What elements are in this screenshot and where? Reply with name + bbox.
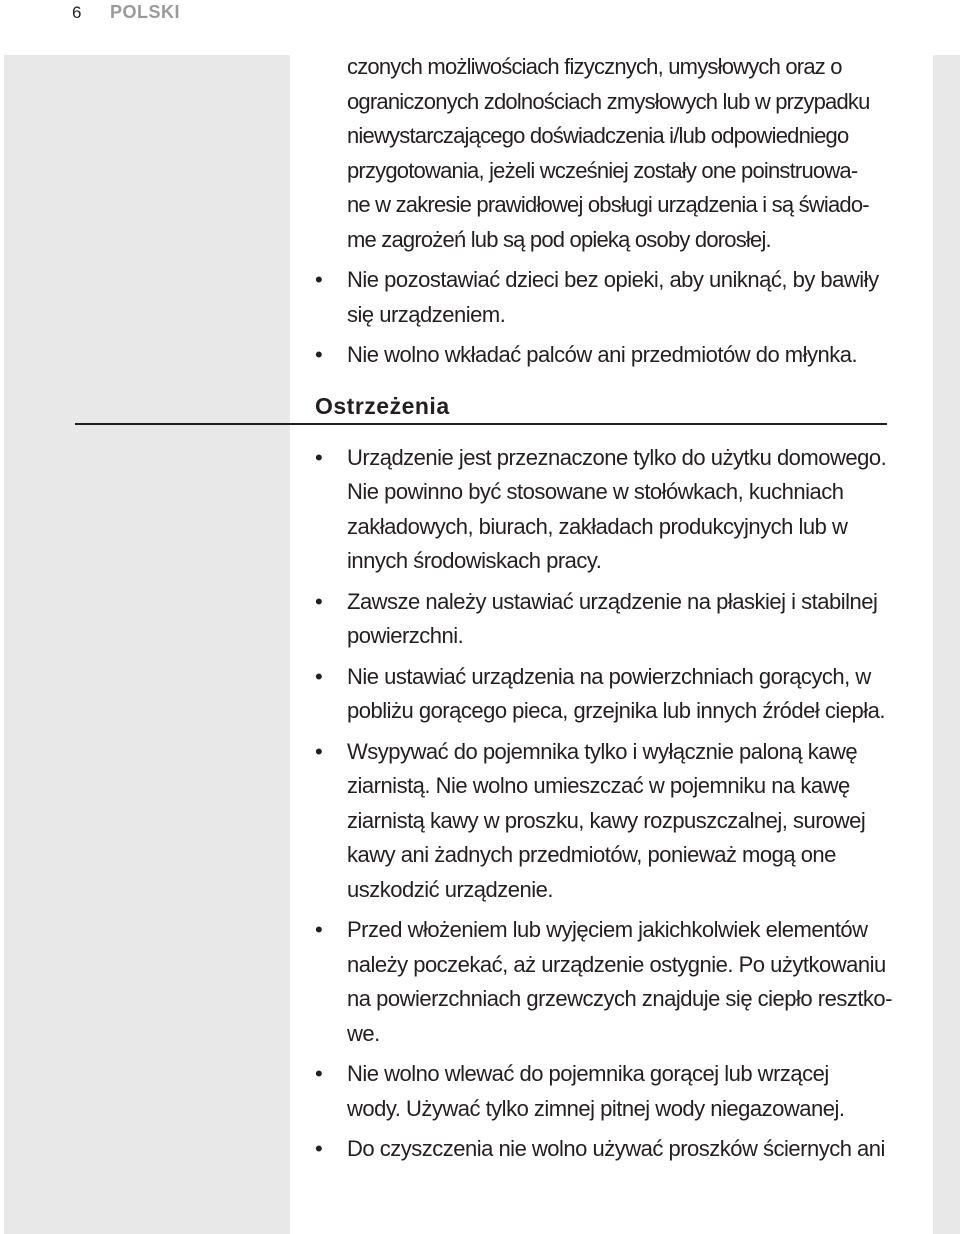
text-line: pobliżu gorącego pieca, grzejnika lub innych źródeł ciepła. [347, 698, 885, 723]
language-label: POLSKI [110, 2, 181, 22]
list-item [315, 1057, 915, 1126]
text-line: Nie powinno być stosowane w stołówkach, kuchniach [347, 479, 844, 504]
page-content [315, 50, 915, 1167]
text-line: kawy ani żadnych przedmiotów, ponieważ mogą one [347, 842, 836, 867]
text-line: wody. Używać tylko zimnej pitnej wody niegazowanej. [347, 1095, 845, 1121]
bullet-icon: • [315, 444, 323, 470]
bullet-icon: • [315, 738, 323, 764]
list-item [315, 1132, 915, 1167]
text-line: innych środowiskach pracy. [347, 548, 602, 573]
list-item [315, 585, 915, 654]
text-line: Nie wolno wlewać do pojemnika gorącej lub wrzącej [347, 1061, 829, 1086]
text-line: należy poczekać, aż urządzenie ostygnie. Po użytkowaniu [347, 951, 886, 977]
list-item [315, 263, 915, 332]
text-line: czonych możliwościach fizycznych, umysłowych oraz o [347, 54, 842, 79]
text-line: powierzchni. [347, 623, 464, 648]
left-margin-panel [4, 55, 290, 1234]
text-line: Nie wolno wkładać palców ani przedmiotów do młynka. [347, 342, 858, 367]
text-line: Nie pozostawiać dzieci bez opieki, aby uniknąć, by bawiły [347, 267, 879, 292]
list-item [315, 913, 915, 1051]
text-line: zakładowych, biurach, zakładach produkcyjnych lub w [347, 513, 848, 539]
bullet-icon: • [315, 1136, 323, 1161]
text-line: uszkodzić urządzenie. [347, 876, 553, 902]
bullet-icon: • [315, 342, 323, 367]
bullet-icon: • [315, 663, 323, 689]
text-line: się urządzeniem. [347, 301, 506, 327]
text-line: Urządzenie jest przeznaczone tylko do użytku domowego. [347, 444, 887, 470]
list-item [315, 735, 915, 908]
bullet-icon: • [315, 917, 323, 942]
text-line: niewystarczającego doświadczenia i/lub odpowiedniego [347, 123, 849, 148]
text-line: Zawsze należy ustawiać urządzenie na płaskiej i stabilnej [347, 588, 878, 614]
text-line: we. [347, 1020, 380, 1046]
bullet-icon: • [315, 1061, 323, 1086]
text-line: ograniczonych zdolnościach zmysłowych lub w przypadku [347, 88, 870, 114]
text-line: me zagrożeń lub są pod opieką osoby dorosłej. [347, 226, 771, 252]
text-line: przygotowania, jeżeli wcześniej zostały one poinstruowa- [347, 157, 858, 183]
section-heading [315, 391, 915, 421]
page-header [0, 0, 960, 30]
list-item [315, 660, 915, 729]
text-line: Wsypywać do pojemnika tylko i wyłącznie paloną kawę [347, 738, 858, 764]
text-line: ziarnistą. Nie wolno umieszczać w pojemniku na kawę [347, 773, 850, 798]
text-line: Przed włożeniem lub wyjęciem jakichkolwiek elementów [347, 917, 868, 942]
text-line: Do czyszczenia nie wolno używać proszków ściernych ani [347, 1136, 885, 1161]
bullet-icon: • [315, 588, 323, 614]
intro-paragraph [315, 50, 915, 257]
right-margin-panel [933, 55, 960, 1234]
text-line: na powierzchniach grzewczych znajduje się ciepło resztko- [347, 986, 892, 1011]
list-item [315, 338, 915, 373]
text-line: ne w zakresie prawidłowej obsługi urządzenia i są świado- [347, 192, 869, 217]
bullet-icon: • [315, 267, 323, 292]
section-title: Ostrzeżenia [315, 392, 450, 419]
text-line: ziarnistą kawy w proszku, kawy rozpuszczalnej, surowej [347, 807, 866, 833]
heading-rule [75, 423, 887, 425]
text-line: Nie ustawiać urządzenia na powierzchniach gorących, w [347, 663, 871, 689]
list-item [315, 441, 915, 579]
page-number: 6 [72, 3, 82, 22]
